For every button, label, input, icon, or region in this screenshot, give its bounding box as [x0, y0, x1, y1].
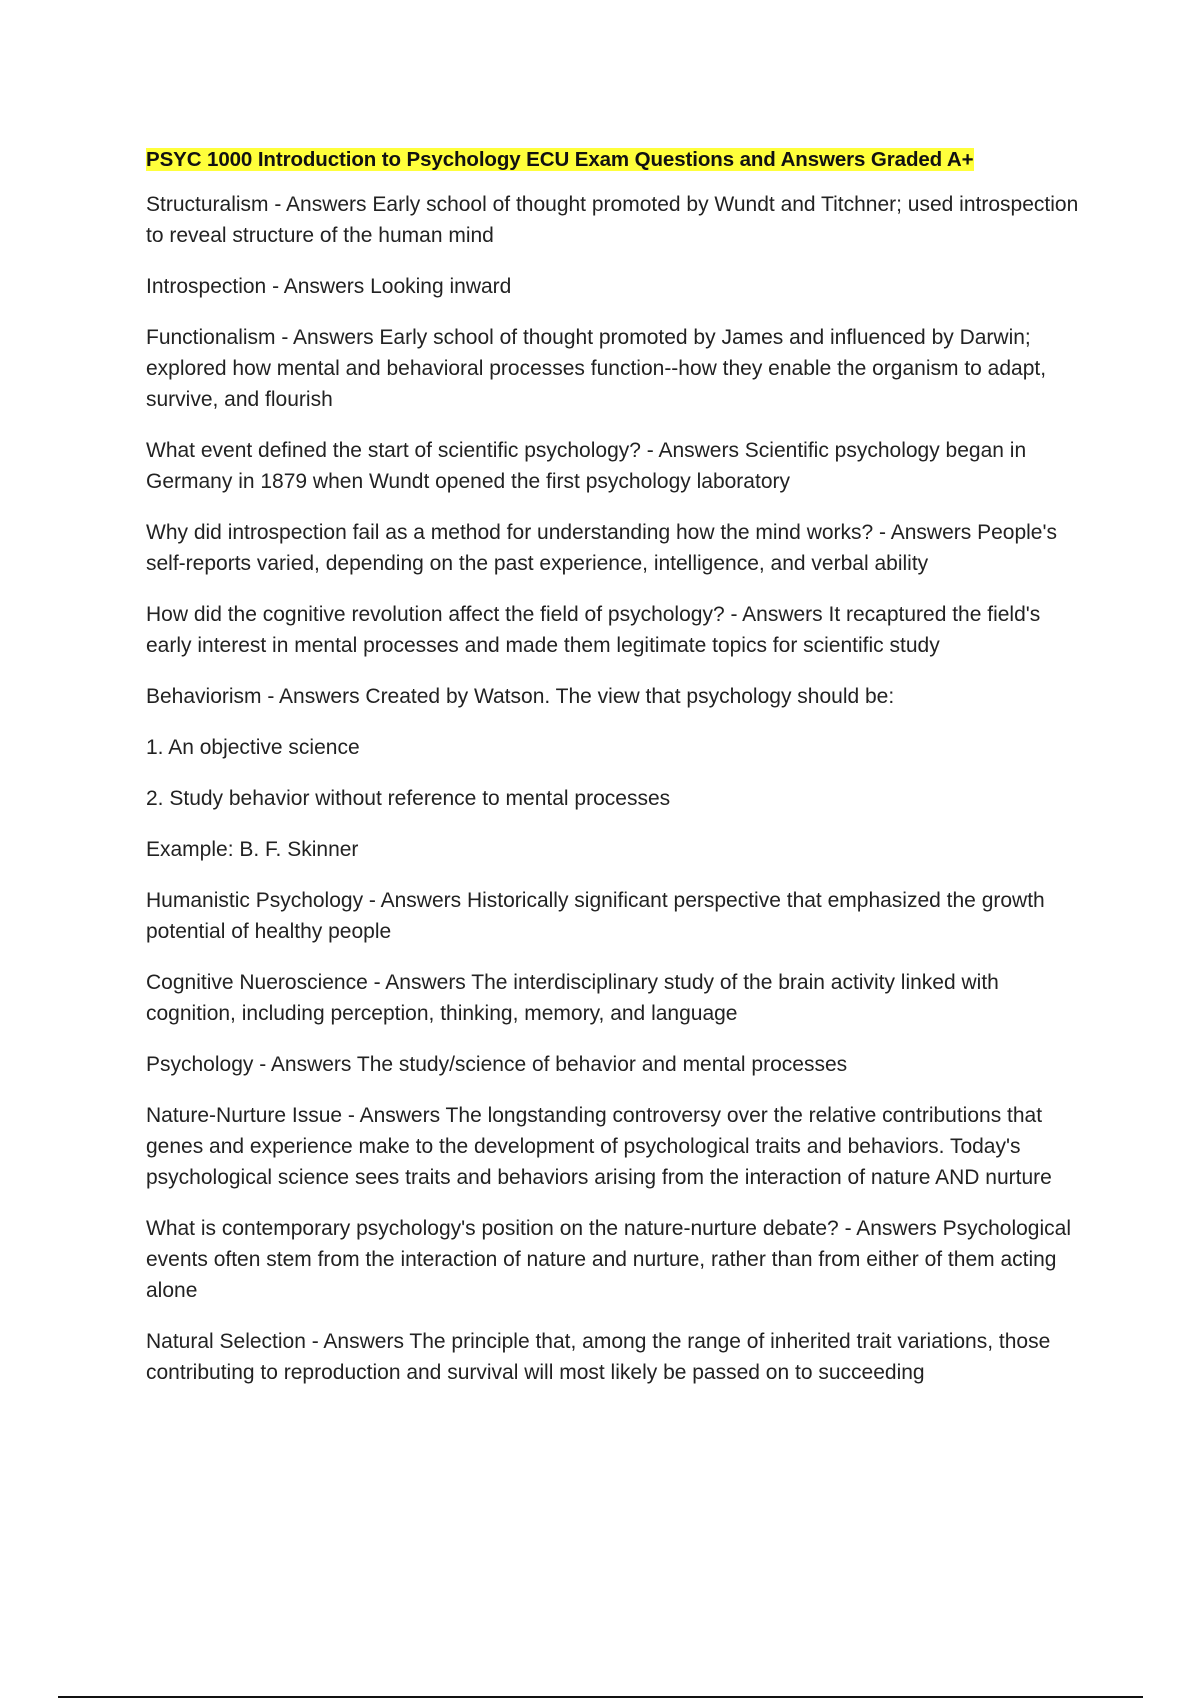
entry-scientific-psychology-start: What event defined the start of scientific psychology? - Answers Scientific psychology began in Germany in 1879 when Wundt opened the first psychology laboratory — [146, 439, 1027, 493]
entry-structuralism: Structuralism - Answers Early school of thought promoted by Wundt and Titchner; used introspection to reveal structure of the human mind — [146, 193, 1079, 247]
document-title: PSYC 1000 Introduction to Psychology ECU Exam Questions and Answers Graded A+ — [146, 148, 974, 171]
entry-psychology: Psychology - Answers The study/science of behavior and mental processes — [146, 1053, 848, 1076]
entry-introspection-failure: Why did introspection fail as a method for understanding how the mind works? - Answers People's self-reports varied, depending on the past experience, intelligence, and verbal ability — [146, 521, 1057, 575]
entry-cognitive-revolution: How did the cognitive revolution affect the field of psychology? - Answers It recaptured the field's early interest in mental processes and made them legitimate topics for scientific study — [146, 603, 1041, 657]
entry-nature-nurture-issue: Nature-Nurture Issue - Answers The longstanding controversy over the relative contributions that genes and experience make to the development of psychological traits and behaviors. Today's psychological science sees traits and behaviors arising from the interaction of nature AND nurture — [146, 1104, 1052, 1189]
entry-behaviorism-point-1: 1. An objective science — [146, 736, 360, 759]
entry-behaviorism-point-2: 2. Study behavior without reference to mental processes — [146, 787, 671, 810]
entry-behaviorism-example: Example: B. F. Skinner — [146, 838, 359, 861]
title-block — [146, 145, 1086, 175]
document-body — [146, 145, 1086, 1408]
entry-cognitive-neuroscience: Cognitive Nueroscience - Answers The interdisciplinary study of the brain activity linked with cognition, including perception, thinking, memory, and language — [146, 971, 999, 1025]
entry-functionalism: Functionalism - Answers Early school of thought promoted by James and influenced by Darwin; explored how mental and behavioral processes function--how they enable the organism to adapt, survive, and flourish — [146, 326, 1047, 411]
footer-divider — [58, 1696, 1143, 1698]
entry-behaviorism: Behaviorism - Answers Created by Watson. The view that psychology should be: — [146, 685, 895, 708]
entry-introspection: Introspection - Answers Looking inward — [146, 275, 512, 298]
entry-humanistic-psychology: Humanistic Psychology - Answers Historically significant perspective that emphasized the growth potential of healthy people — [146, 889, 1045, 943]
entry-natural-selection: Natural Selection - Answers The principle that, among the range of inherited trait variations, those contributing to reproduction and survival will most likely be passed on to succeeding — [146, 1330, 1051, 1384]
entry-nature-nurture-position: What is contemporary psychology's position on the nature-nurture debate? - Answers Psychological events often stem from the interaction of nature and nurture, rather than from either of them acting alone — [146, 1217, 1071, 1302]
